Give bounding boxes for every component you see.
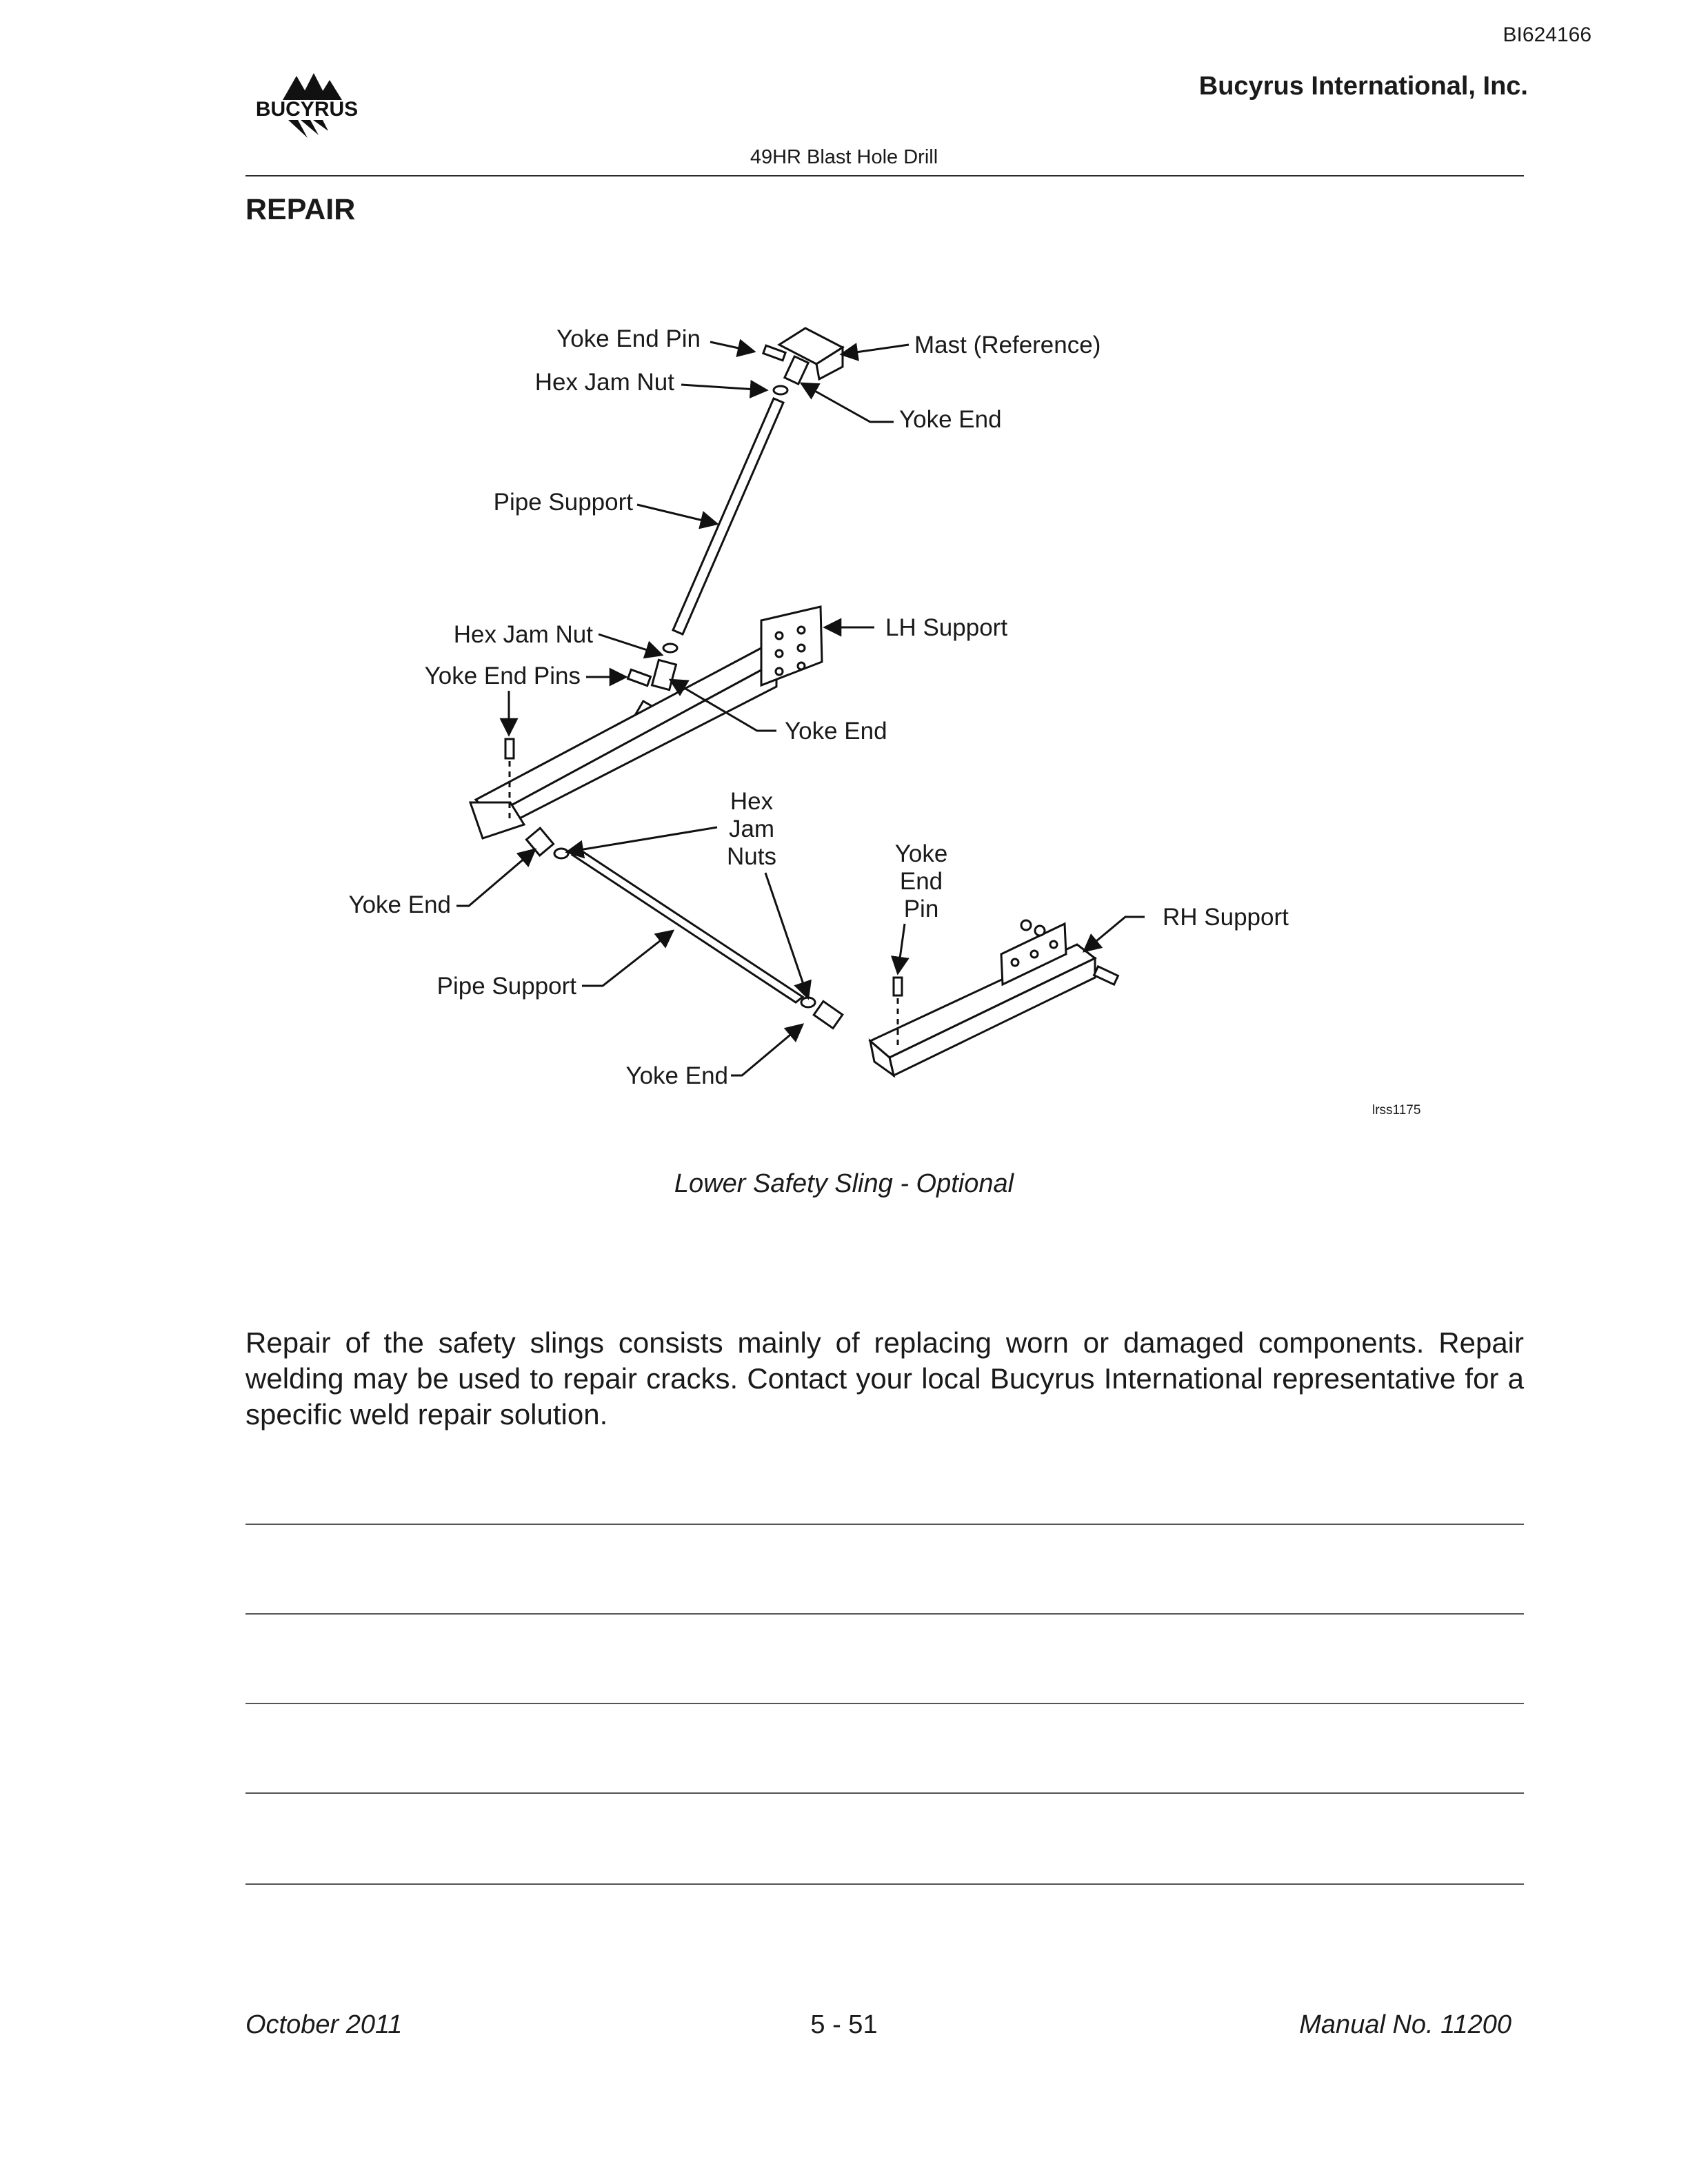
rh-support-beam (870, 920, 1118, 1075)
label-yoke-end-left: Yoke End (348, 891, 451, 918)
label-mast-reference: Mast (Reference) (914, 332, 1101, 358)
document-id: BI624166 (1503, 23, 1591, 46)
repair-paragraph: Repair of the safety slings consists mainly of replacing worn or damaged components. Repair welding may be used to repair cracks. Contact your local Bucyrus International representative for a specific weld repair solution. (245, 1326, 1524, 1430)
footer-manual-number: Manual No. 11200 (1299, 2010, 1511, 2039)
label-yoke-end-mid: Yoke End (785, 718, 887, 745)
note-line (245, 1613, 1524, 1615)
label-lh-support: LH Support (885, 614, 1008, 641)
footer-page-number: 5 - 51 (810, 2010, 878, 2039)
note-line (245, 1524, 1524, 1525)
label-yoke-end-pin-top: Yoke End Pin (556, 325, 701, 352)
label-yoke-end-pin-1: Yoke (894, 840, 948, 867)
label-rh-support: RH Support (1163, 904, 1289, 931)
upper-pipe-support (663, 398, 783, 652)
label-yoke-end-pin-3: Pin (903, 896, 939, 922)
manual-subtitle: 49HR Blast Hole Drill (750, 146, 938, 168)
figure-id: lrss1175 (1372, 1103, 1421, 1118)
note-line (245, 1703, 1524, 1704)
label-hex-jam-nuts-1: Hex (730, 788, 774, 815)
label-hex-jam-nuts-2: Jam (728, 816, 775, 842)
label-hex-jam-nuts-3: Nuts (727, 843, 776, 870)
label-yoke-end-pins: Yoke End Pins (424, 663, 581, 689)
company-name: Bucyrus International, Inc. (1198, 72, 1528, 101)
label-yoke-end-pin-2: End (899, 868, 943, 895)
section-title: REPAIR (245, 193, 356, 226)
label-hex-jam-nut-mid: Hex Jam Nut (453, 621, 593, 648)
note-line (245, 1883, 1524, 1885)
footer-date: October 2011 (245, 2010, 403, 2039)
label-yoke-end-top: Yoke End (899, 406, 1002, 433)
note-line (245, 1792, 1524, 1794)
label-yoke-end-bottom: Yoke End (625, 1062, 728, 1089)
label-pipe-support-lower: Pipe Support (436, 973, 576, 1000)
logo-wordmark: BUCYRUS (255, 98, 359, 121)
figure-caption: Lower Safety Sling - Optional (674, 1169, 1014, 1198)
label-hex-jam-nut-top: Hex Jam Nut (534, 369, 674, 396)
label-pipe-support-upper: Pipe Support (493, 489, 633, 516)
